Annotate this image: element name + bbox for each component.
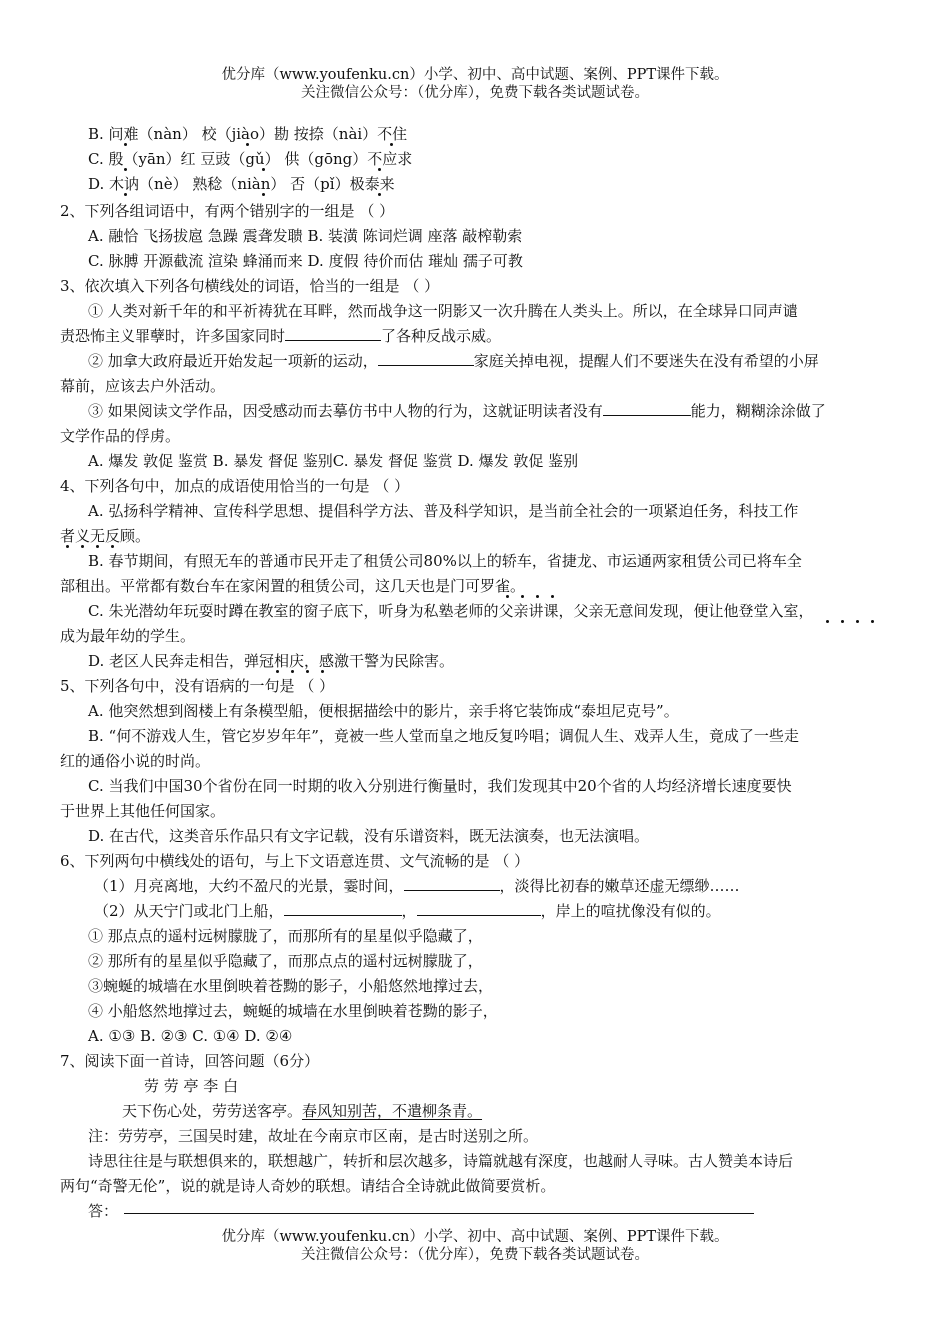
q6-choice-1: ① 那点点的遥村远树朦胧了，而那所有的星星似乎隐藏了， (88, 927, 483, 945)
q3-sentence-3a-post: 能力，糊糊涂涂做了 (690, 402, 826, 420)
q5-option-c-line2: 于世界上其他任何国家。 (60, 802, 226, 820)
q7-stem: 7、阅读下面一首诗，回答问题（6分） (60, 1052, 320, 1070)
fill-blank-3[interactable] (603, 401, 691, 416)
answer-label: 答： (88, 1202, 119, 1220)
q3-options: A. 爆发 敦促 鉴赏 B. 暴发 督促 鉴别C. 暴发 督促 鉴赏 D. 爆发 敦促 鉴别 (88, 452, 579, 470)
q6-stem: 6、下列两句中横线处的语句，与上下文语意连贯、文气流畅的是 （ ） (60, 852, 530, 870)
fill-blank-1[interactable] (285, 326, 381, 341)
header-line-1: 优分库（www.youfenku.cn）小学、初中、高中试题、案例、PPT课件下载。 (221, 67, 729, 83)
q1-option-b: B. 问难（nàn） 校（jiào）勘 按捺（nài）不住 (88, 125, 408, 143)
emphasis-dot (124, 143, 127, 146)
emphasis-dot (826, 620, 829, 623)
q1-option-d: D. 木讷（nè） 熟稔（niàn） 否（pǐ）极泰来 (88, 175, 395, 193)
q3-sentence-3b: 文学作品的俘虏。 (60, 427, 181, 445)
q3-sentence-1b-pre: 责恐怖主义罪孽时，许多国家同时 (60, 327, 286, 345)
q5-option-b-line1: B. “何不游戏人生，管它岁岁年年”，竟被一些人堂而皇之地反复吟唱；调侃人生、戏弄人生，竟成了一些走 (88, 727, 799, 745)
emphasis-dot (506, 595, 509, 598)
emphasis-dot (246, 143, 249, 146)
answer-line[interactable] (124, 1212, 754, 1214)
fill-blank-6[interactable] (417, 901, 541, 916)
emphasis-dot (306, 670, 309, 673)
emphasis-dot (262, 168, 265, 171)
poem-line-2: 春风知别苦，不遣柳条青。 (302, 1102, 483, 1120)
q3-sentence-1b (60, 326, 501, 346)
poem-note: 注：劳劳亭，三国吴时建，故址在今南京市区南，是古时送别之所。 (88, 1127, 539, 1145)
emphasis-dot (262, 193, 265, 196)
emphasis-dot (521, 595, 524, 598)
fill-blank-2[interactable] (378, 351, 474, 366)
q4-option-a-line1: A. 弘扬科学精神、宣传科学思想、提倡科学方法、普及科学知识，是当前全社会的一项紧迫任务，科技工作 (88, 502, 799, 520)
footer-line-1: 优分库（www.youfenku.cn）小学、初中、高中试题、案例、PPT课件下载。 (221, 1229, 729, 1245)
emphasis-dot (111, 545, 114, 548)
emphasis-dot (96, 545, 99, 548)
emphasis-dot (856, 620, 859, 623)
emphasis-dot (66, 545, 69, 548)
q3-stem: 3、依次填入下列各句横线处的词语，恰当的一组是 （ ） (60, 277, 440, 295)
emphasis-dot (551, 595, 554, 598)
q6-sentence-2 (94, 901, 721, 921)
emphasis-dot (291, 670, 294, 673)
emphasis-dot (124, 168, 127, 171)
emphasis-dot (124, 193, 127, 196)
q3-sentence-1a: ① 人类对新千年的和平祈祷犹在耳畔，然而战争这一阴影又一次升腾在人类头上。所以，在全球异口同声谴 (88, 302, 798, 320)
poem-lines (122, 1101, 482, 1121)
q5-option-b-line2: 红的通俗小说的时尚。 (60, 752, 211, 770)
poem-title: 劳 劳 亭 李 白 (144, 1077, 239, 1095)
q2-stem: 2、下列各组词语中，有两个错别字的一组是 （ ） (60, 202, 395, 220)
emphasis-dot (81, 545, 84, 548)
page-footer (0, 1228, 950, 1264)
q4-option-c-line1: C. 朱光潜幼年玩耍时蹲在教室的窗子底下，听身为私塾老师的父亲讲课，父亲无意间发现，便让他登堂入室， (88, 602, 814, 620)
q3-sentence-3a-pre: ③ 如果阅读文学作品，因受感动而去摹仿书中人物的行为，这就证明读者没有 (88, 402, 603, 420)
header-line-2: 关注微信公众号：（优分库），免费下载各类试题试卷。 (301, 85, 649, 101)
emphasis-dot (321, 670, 324, 673)
emphasis-dot (378, 168, 381, 171)
q5-stem: 5、下列各句中，没有语病的一句是 （ ） (60, 677, 335, 695)
q4-option-b-line2: 部租出。平常都有数台车在家闲置的租赁公司，这几天也是门可罗雀。 (60, 577, 526, 595)
q6-sentence-2-mid: ， (401, 902, 417, 920)
emphasis-dot (276, 670, 279, 673)
q2-options-ab: A. 融恰 飞扬拔扈 急躁 震聋发聩 B. 装潢 陈词烂调 座落 敲榨勒索 (88, 227, 523, 245)
q6-choice-3: ③蜿蜒的城墙在水里倒映着苍黝的影子，小船悠然地撑过去， (88, 977, 494, 995)
emphasis-dot (841, 620, 844, 623)
q6-options: A. ①③ B. ②③ C. ①④ D. ②④ (88, 1027, 293, 1045)
page-header (0, 66, 950, 102)
q3-sentence-3a (88, 401, 826, 421)
emphasis-dot (390, 143, 393, 146)
q4-option-b-line1: B. 春节期间，有照无车的普通市民开走了租赁公司80%以上的轿车，省捷龙、市运通两家租赁公司已将车全 (88, 552, 802, 570)
emphasis-dot (871, 620, 874, 623)
q6-sentence-2-post: ，岸上的喧扰像没有似的。 (540, 902, 721, 920)
q1-option-c: C. 殷（yān）红 豆豉（gǔ） 供（gōng）不应求 (88, 150, 413, 168)
q6-choice-2: ② 那所有的星星似乎隐藏了，而那点点的遥村远树朦胧了， (88, 952, 483, 970)
q6-choice-4: ④ 小船悠然地撑过去，蜿蜒的城墙在水里倒映着苍黝的影子， (88, 1002, 498, 1020)
q6-sentence-1-post: ，淡得比初春的嫩草还虚无缥缈…… (499, 877, 740, 895)
q6-sentence-1 (94, 876, 740, 896)
q3-sentence-2b: 幕前，应该去户外活动。 (60, 377, 226, 395)
q7-prompt-line2: 两句“奇警无伦”，说的就是诗人奇妙的联想。请结合全诗就此做简要赏析。 (60, 1177, 556, 1195)
poem-line-1: 天下伤心处，劳劳送客亭。 (122, 1102, 303, 1120)
emphasis-dot (378, 193, 381, 196)
q4-stem: 4、下列各句中，加点的成语使用恰当的一句是 （ ） (60, 477, 410, 495)
q6-sentence-2-pre: （2）从天宁门或北门上船， (94, 902, 284, 920)
q3-sentence-2a (88, 351, 819, 371)
q5-option-c-line1: C. 当我们中国30个省份在同一时期的收入分别进行衡量时，我们发现其中20个省的人均经济增长速度要快 (88, 777, 792, 795)
q5-option-a: A. 他突然想到阁楼上有条模型船，便根据描绘中的影片，亲手将它装饰成“泰坦尼克号”。 (88, 702, 679, 720)
emphasis-dot (536, 595, 539, 598)
q4-option-a-line2: 者义无反顾。 (60, 527, 151, 545)
q4-option-d: D. 老区人民奔走相告，弹冠相庆，感激干警为民除害。 (88, 652, 455, 670)
fill-blank-4[interactable] (404, 876, 500, 891)
q5-option-d: D. 在古代，这类音乐作品只有文字记载，没有乐谱资料，既无法演奏，也无法演唱。 (88, 827, 650, 845)
q7-prompt-line1: 诗思往往是与联想俱来的，联想越广，转折和层次越多，诗篇就越有深度，也越耐人寻味。古人赞美本诗后 (88, 1152, 794, 1170)
q3-sentence-1b-post: 了各种反战示威。 (381, 327, 502, 345)
fill-blank-5[interactable] (284, 901, 402, 916)
footer-line-2: 关注微信公众号：（优分库），免费下载各类试题试卷。 (301, 1247, 649, 1263)
q3-sentence-2a-post: 家庭关掉电视，提醒人们不要迷失在没有希望的小屏 (473, 352, 819, 370)
q2-options-cd: C. 脉膊 开源截流 渲染 蜂涌而来 D. 度假 待价而估 璀灿 孺子可教 (88, 252, 523, 270)
q4-option-c-line2: 成为最年幼的学生。 (60, 627, 196, 645)
q6-sentence-1-pre: （1）月亮离地，大约不盈尺的光景，霎时间， (94, 877, 404, 895)
q3-sentence-2a-pre: ② 加拿大政府最近开始发起一项新的运动， (88, 352, 378, 370)
